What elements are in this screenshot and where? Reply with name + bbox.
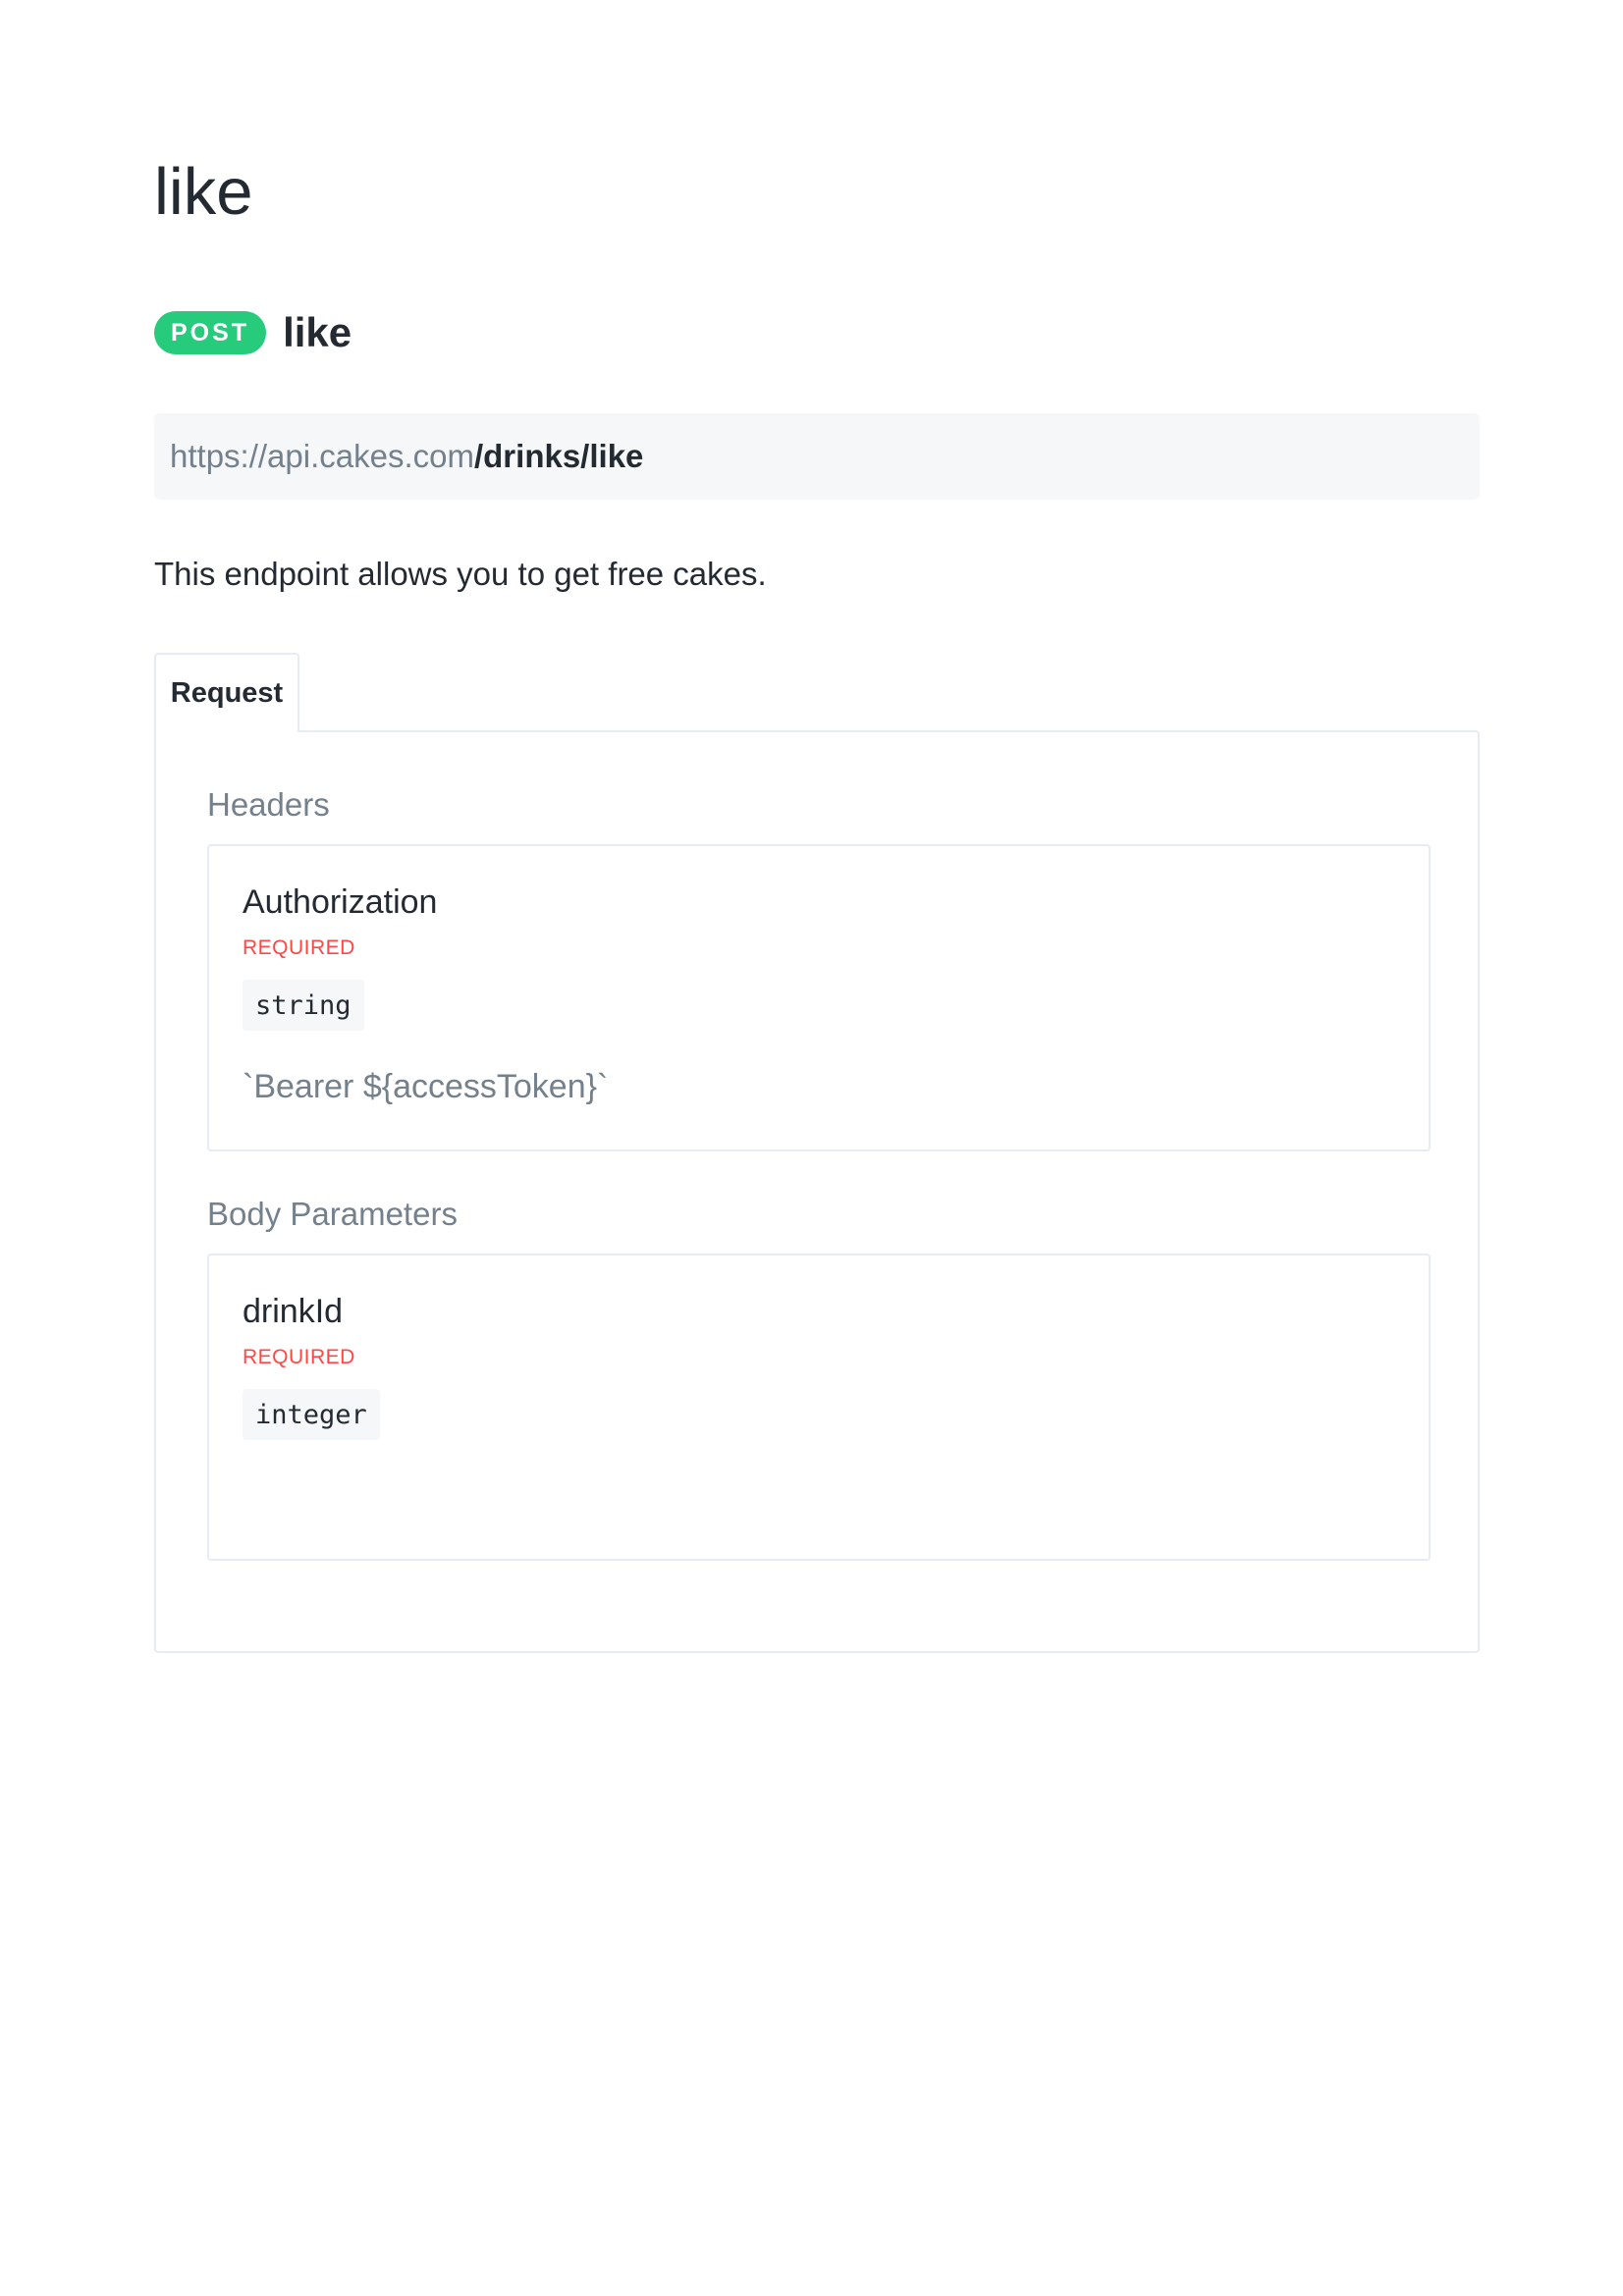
endpoint-name: like <box>283 309 352 355</box>
endpoint-url[interactable] <box>154 413 1480 500</box>
required-badge: REQUIRED <box>243 1346 355 1368</box>
param-type: string <box>243 980 364 1031</box>
endpoint-heading <box>154 310 352 355</box>
url-path: /drinks/like <box>473 438 644 474</box>
param-type: integer <box>243 1389 380 1440</box>
param-description: `Bearer ${accessToken}` <box>243 1068 609 1105</box>
headers-section-label: Headers <box>207 786 330 823</box>
method-badge: POST <box>154 311 266 354</box>
url-base: https://api.cakes.com <box>170 438 474 474</box>
body-section-label: Body Parameters <box>207 1196 458 1232</box>
endpoint-description: This endpoint allows you to get free cakes. <box>154 556 767 592</box>
tab-request[interactable]: Request <box>154 653 299 732</box>
page-title: like <box>154 155 253 229</box>
param-name: Authorization <box>243 883 438 921</box>
header-param-card <box>207 844 1431 1151</box>
required-badge: REQUIRED <box>243 936 355 959</box>
body-param-card <box>207 1254 1431 1561</box>
param-name: drinkId <box>243 1293 344 1330</box>
request-panel <box>154 730 1480 1653</box>
